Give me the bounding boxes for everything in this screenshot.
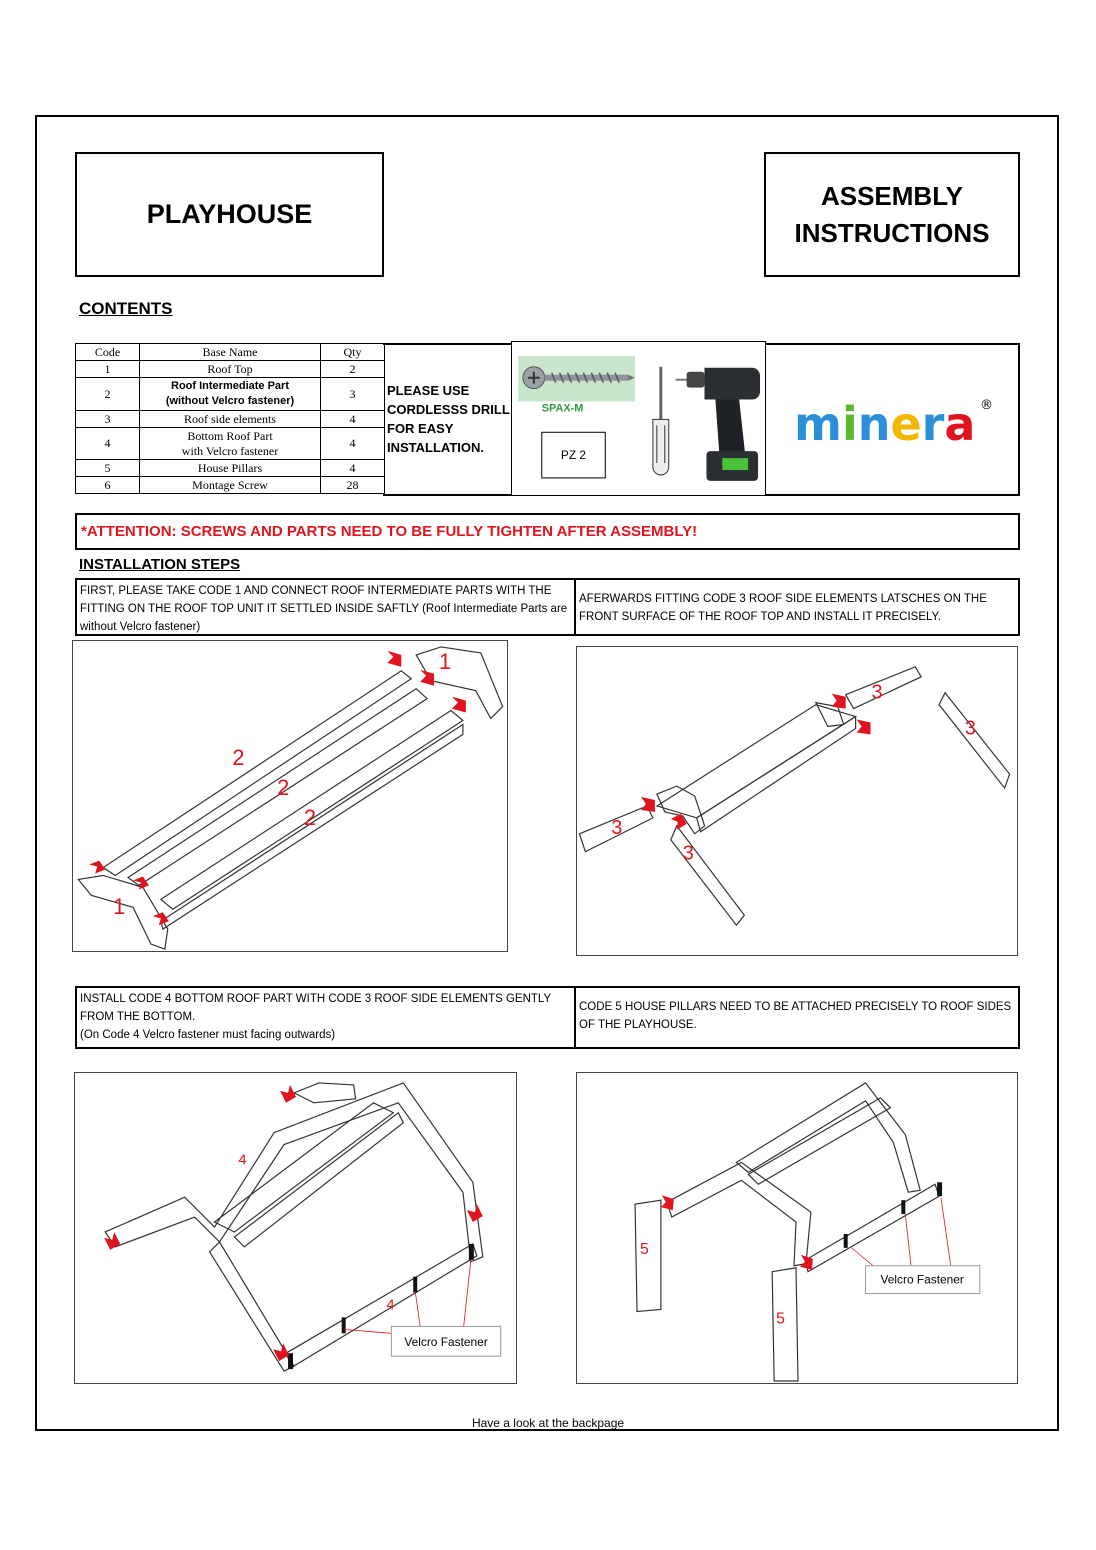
tool-note-line: INSTALLATION. <box>387 440 485 455</box>
table-row <box>76 378 385 411</box>
step-3-line: INSTALL CODE 4 BOTTOM ROOF PART WITH CODE 3 ROOF SIDE ELEMENTS GENTLY FROM THE BOTTOM. <box>80 993 551 1023</box>
tools-illustration <box>512 342 765 496</box>
cordless-drill-icon <box>676 368 760 481</box>
screw-brand-label: SPAX-M <box>541 402 584 415</box>
diagram-label: 3 <box>964 717 976 740</box>
code-cell: 3 <box>76 411 140 428</box>
step-3-text <box>77 988 576 1047</box>
footer-note: Have a look at the backpage <box>471 1416 625 1430</box>
code-cell: 5 <box>76 460 140 477</box>
table-row <box>76 477 385 494</box>
name-cell: Montage Screw <box>140 477 321 494</box>
diagram-label: 1 <box>113 894 126 920</box>
brand-logo-box <box>766 343 1020 496</box>
qty-cell: 2 <box>321 361 385 378</box>
table-row <box>76 428 385 460</box>
qty-cell: 4 <box>321 428 385 460</box>
document-title <box>764 152 1020 277</box>
steps-row-1 <box>75 578 1020 636</box>
code-cell: 2 <box>76 378 140 411</box>
name-cell <box>140 378 321 411</box>
name-line: with Velcro fastener <box>181 443 279 458</box>
table-header-row <box>76 344 385 361</box>
tool-note <box>383 343 511 496</box>
roof-side-diagram <box>577 647 1017 955</box>
bit-label: PZ 2 <box>560 448 587 463</box>
step-2-text: AFERWARDS FITTING CODE 3 ROOF SIDE ELEMENTS LATSCHES ON THE FRONT SURFACE OF THE ROOF TOP AND INSTALL IT PRECISELY. <box>579 593 987 623</box>
diagram-label: 2 <box>303 804 317 830</box>
name-line: (without Velcro fastener) <box>165 395 295 407</box>
velcro-callout: Velcro Fastener <box>880 1272 964 1287</box>
diagram-label: 3 <box>871 681 883 704</box>
name-line: Roof Intermediate Part <box>171 380 289 392</box>
diagram-label: 4 <box>238 1152 247 1169</box>
table-row <box>76 411 385 428</box>
qty-cell: 4 <box>321 460 385 477</box>
diagram-label: 3 <box>682 842 694 865</box>
qty-cell: 3 <box>321 378 385 411</box>
diagram-label: 2 <box>232 745 245 771</box>
qty-cell: 4 <box>321 411 385 428</box>
column-header: Base Name <box>140 344 321 361</box>
name-line: Bottom Roof Part <box>187 428 273 443</box>
screwdriver-icon <box>653 367 669 475</box>
diagram-label: 5 <box>640 1240 649 1258</box>
tool-note-line: CORDLESSS DRILL <box>387 402 510 417</box>
step-3-line: (On Code 4 Velcro fastener must facing outwards) <box>80 1029 336 1041</box>
name-cell: Roof side elements <box>140 411 321 428</box>
table-row <box>76 460 385 477</box>
tool-note-line: FOR EASY <box>387 421 454 436</box>
attention-banner: *ATTENTION: SCREWS AND PARTS NEED TO BE FULLY TIGHTEN AFTER ASSEMBLY! <box>75 513 1020 550</box>
tools-panel <box>511 341 766 496</box>
column-header: Qty <box>321 344 385 361</box>
minera-logo <box>782 385 1002 455</box>
step-1-text: FIRST, PLEASE TAKE CODE 1 AND CONNECT ROOF INTERMEDIATE PARTS WITH THE FITTING ON THE ROOF TOP UNIT IT SETTLED INSIDE SAFTLY (Roof Intermediate Parts are without Velcro fastener) <box>77 580 576 634</box>
name-cell: House Pillars <box>140 460 321 477</box>
installation-heading: INSTALLATION STEPS <box>79 556 241 573</box>
step-2-diagram <box>576 646 1018 956</box>
bottom-roof-diagram <box>75 1073 516 1383</box>
diagram-label: 3 <box>611 816 623 839</box>
document-title-line2: INSTRUCTIONS <box>794 217 990 248</box>
step-4-diagram <box>576 1072 1018 1384</box>
table-row <box>76 361 385 378</box>
column-header: Code <box>76 344 140 361</box>
step-3-diagram <box>74 1072 517 1384</box>
step-4-text: CODE 5 HOUSE PILLARS NEED TO BE ATTACHED PRECISELY TO ROOF SIDES OF THE PLAYHOUSE. <box>579 1001 1012 1031</box>
steps-row-2 <box>75 986 1020 1049</box>
contents-table <box>75 343 385 494</box>
velcro-callout: Velcro Fastener <box>404 1335 488 1350</box>
code-cell: 6 <box>76 477 140 494</box>
code-cell: 4 <box>76 428 140 460</box>
tool-note-line: PLEASE USE <box>387 383 470 398</box>
registered-mark: ® <box>980 397 993 413</box>
code-cell: 1 <box>76 361 140 378</box>
name-cell: Roof Top <box>140 361 321 378</box>
diagram-label: 5 <box>776 1310 785 1328</box>
product-title: PLAYHOUSE <box>75 152 384 277</box>
qty-cell: 28 <box>321 477 385 494</box>
contents-heading: CONTENTS <box>79 299 173 318</box>
brand-logo-text: minera <box>794 396 976 451</box>
name-cell <box>140 428 321 460</box>
step-1-diagram <box>72 640 508 952</box>
house-pillars-diagram <box>577 1073 1017 1383</box>
diagram-label: 4 <box>386 1297 395 1314</box>
roof-top-diagram <box>73 641 507 951</box>
document-title-line1: ASSEMBLY <box>820 180 964 211</box>
diagram-label: 1 <box>439 648 452 674</box>
diagram-label: 2 <box>277 775 290 801</box>
